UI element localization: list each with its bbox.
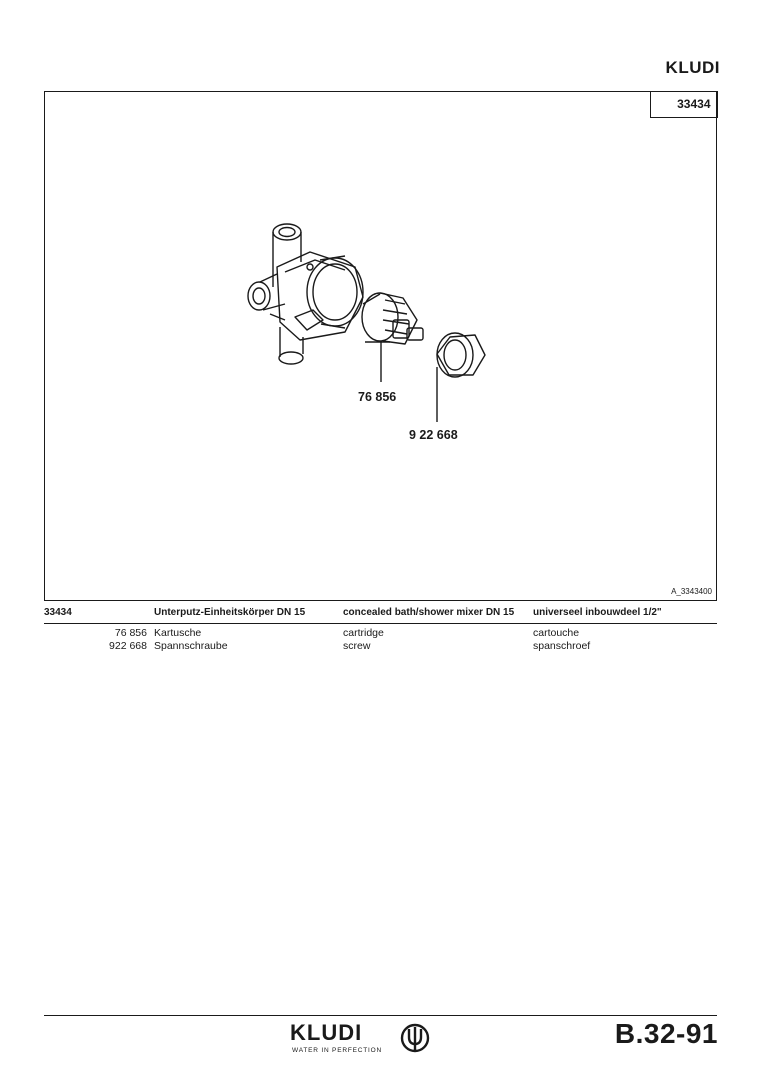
part-english: cartridge <box>343 627 384 639</box>
brand-name: KLUDI <box>665 58 720 77</box>
drawing-code: A_3343400 <box>671 587 712 596</box>
part-number: 922 668 <box>109 640 147 652</box>
parts-table-header <box>44 604 717 624</box>
logo-water-icon <box>400 1020 430 1056</box>
part-dutch: spanschroef <box>533 640 591 652</box>
article-number-box: 33434 <box>650 91 718 118</box>
part-german: Spannschraube <box>154 640 228 652</box>
drawing-frame <box>44 91 717 601</box>
callout-cartridge: 76 856 <box>358 390 397 404</box>
part-german: Kartusche <box>154 627 202 639</box>
header-english: concealed bath/shower mixer DN 15 <box>343 607 515 618</box>
header-dutch: universeel inbouwdeel 1/2" <box>533 607 662 618</box>
exploded-view-drawing <box>45 92 715 599</box>
logo-wordmark: KLUDI <box>290 1020 363 1045</box>
part-english: screw <box>343 640 371 652</box>
parts-row <box>44 640 717 653</box>
callout-screw: 9 22 668 <box>409 428 458 442</box>
logo-tagline: WATER IN PERFECTION <box>292 1047 382 1054</box>
parts-row <box>44 627 717 640</box>
part-number: 76 856 <box>114 627 147 639</box>
footer-divider <box>44 1015 717 1016</box>
header-german: Unterputz-Einheitskörper DN 15 <box>154 607 306 618</box>
header-article: 33434 <box>44 607 72 618</box>
page-number: B.32-91 <box>614 1018 718 1049</box>
part-dutch: cartouche <box>533 627 580 639</box>
